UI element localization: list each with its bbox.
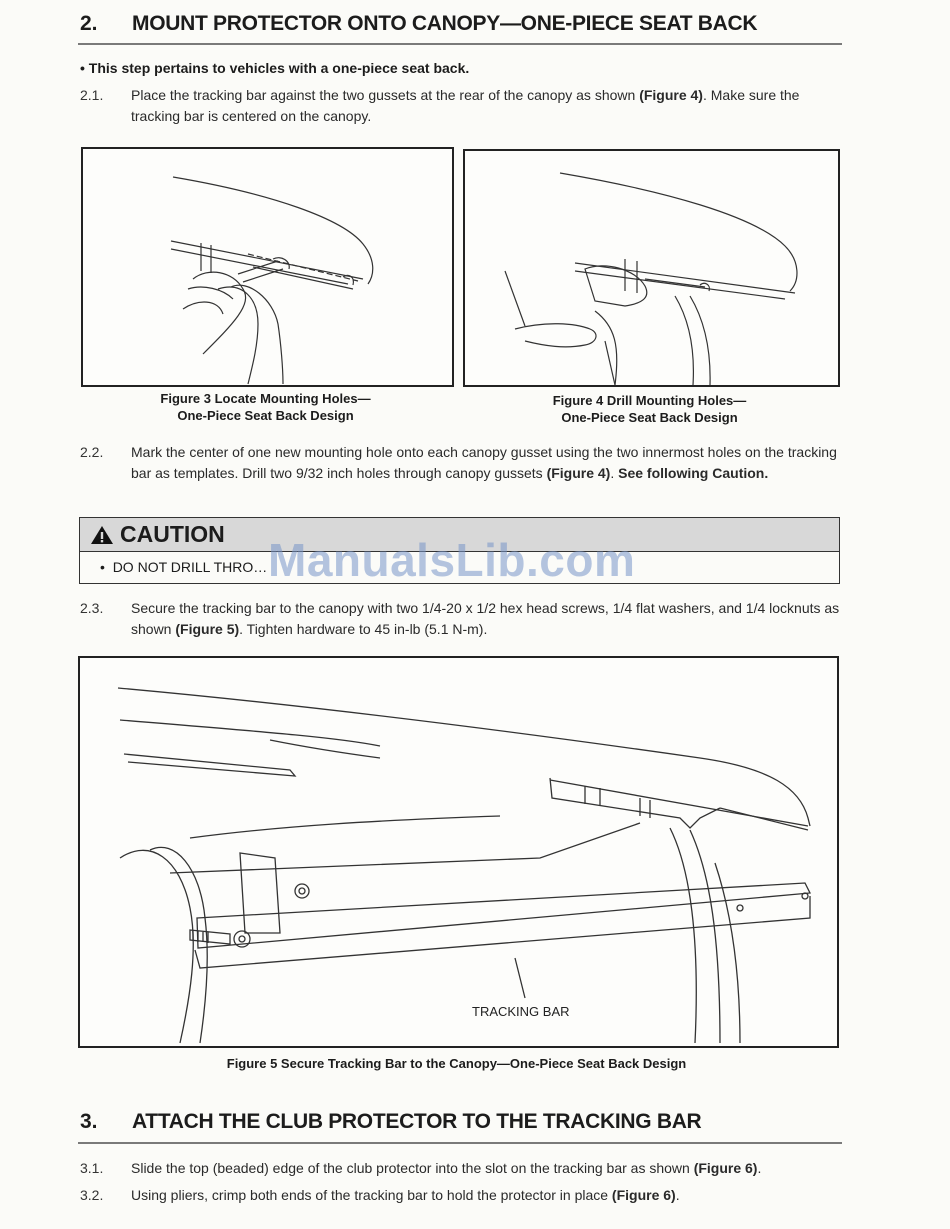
step-2-3-number: 2.3. [80, 600, 104, 616]
warning-triangle-icon [90, 525, 114, 545]
figure-5-caption: Figure 5 Secure Tracking Bar to the Canopy—One-Piece Seat Back Design [226, 1056, 687, 1071]
caution-title: CAUTION [120, 521, 225, 547]
section-3-title: ATTACH THE CLUB PROTECTOR TO THE TRACKING BAR [132, 1110, 702, 1133]
step-2-2-text: Mark the center of one new mounting hole onto each canopy gusset using the two innermost holes on the tracking bar as templates. Drill two 9/32 inch holes through canopy gussets (Figure 4). See following Caution. [131, 444, 837, 481]
step-2-2-number: 2.2. [80, 444, 104, 460]
step-2-3-text: Secure the tracking bar to the canopy with two 1/4-20 x 1/2 hex head screws, 1/4 flat washers, and 1/4 locknuts as shown (Figure 5). Tighten hardware to 45 in-lb (5.1 N-m). [131, 600, 840, 637]
step-3-1-text: Slide the top (beaded) edge of the club protector into the slot on the tracking bar as shown (Figure 6). [131, 1160, 762, 1176]
section-2-number: 2. [80, 12, 98, 35]
step-3-2-text: Using pliers, crimp both ends of the tracking bar to hold the protector in place (Figure 6). [131, 1187, 680, 1203]
section-2-rule [78, 43, 842, 45]
figure-3-caption: Figure 3 Locate Mounting Holes— One-Piece Seat Back Design [160, 391, 371, 423]
figure-4-drawing [465, 151, 838, 385]
caution-item: • DO NOT DRILL THRO… [100, 559, 268, 575]
section-2-title: MOUNT PROTECTOR ONTO CANOPY—ONE-PIECE SEAT BACK [132, 12, 758, 35]
figure-4-illustration [463, 149, 840, 387]
section-3-rule [78, 1142, 842, 1144]
watermark: ManualsLib.com [268, 534, 636, 586]
step-2-1-text: Place the tracking bar against the two gussets at the rear of the canopy as shown (Figure 4). Make sure the tracking bar is centered on the canopy. [131, 87, 800, 124]
step-2-1-number: 2.1. [80, 87, 104, 103]
step-3-1-number: 3.1. [80, 1160, 104, 1176]
figure-3-illustration [81, 147, 454, 387]
figure-3-drawing [83, 149, 452, 385]
step-3-2-number: 3.2. [80, 1187, 104, 1203]
figure-5-drawing [80, 658, 837, 1046]
bullet-glyph: • [80, 60, 89, 76]
section-3-number: 3. [80, 1110, 98, 1133]
applicability-note: • This step pertains to vehicles with a one-piece seat back. [80, 60, 470, 76]
figure-5-illustration [78, 656, 839, 1048]
figure-4-caption: Figure 4 Drill Mounting Holes— One-Piece Seat Back Design [552, 393, 747, 425]
tracking-bar-label: TRACKING BAR [472, 1004, 570, 1019]
